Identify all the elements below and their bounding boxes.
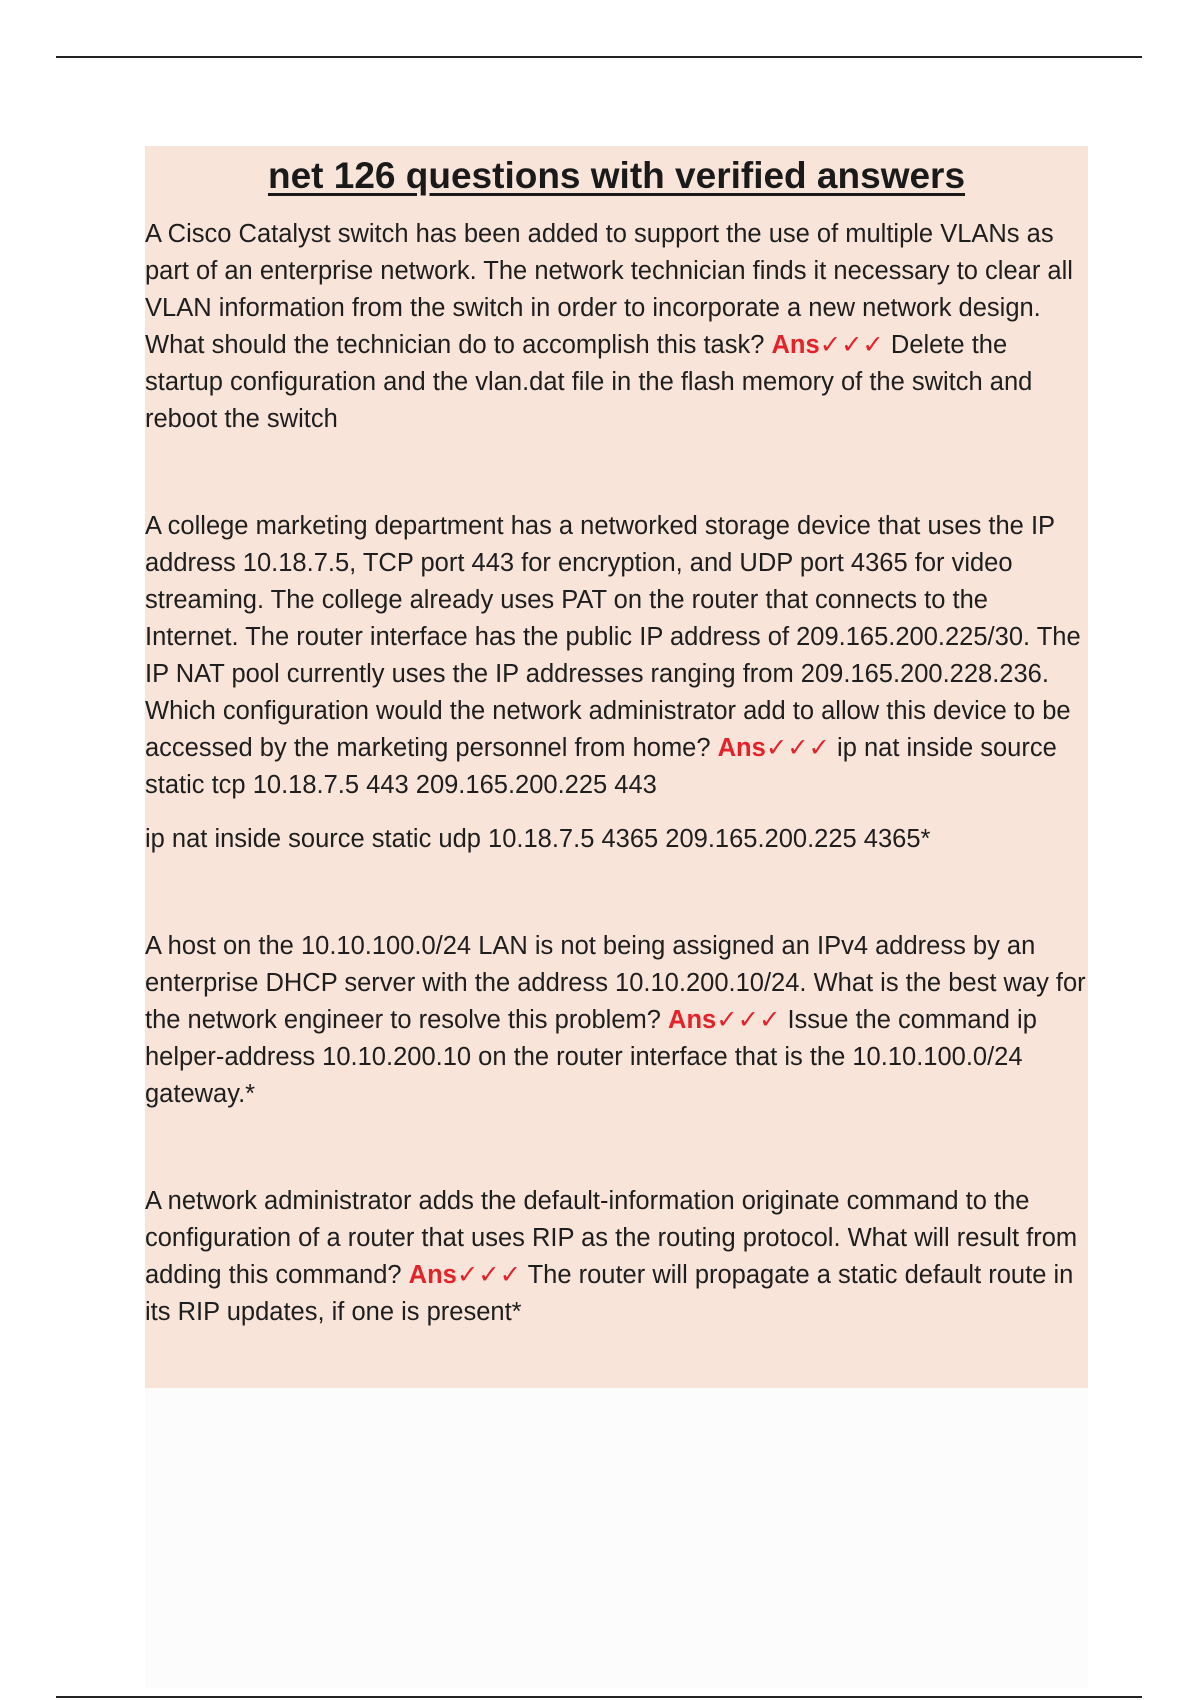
footer-rule (56, 1696, 1142, 1698)
blank-area (145, 1388, 1088, 1688)
document-body (145, 146, 1088, 1388)
answer-text: Delete the startup configuration and the vlan.dat file in the flash memory of the switch and reboot the switch (145, 331, 1033, 433)
qa-item-2 (145, 508, 1088, 804)
check-marks: ✓✓✓ (456, 1261, 521, 1289)
answer-marker: Ans (771, 331, 820, 359)
question-text: A Cisco Catalyst switch has been added to support the use of multiple VLANs as part of an enterprise network. The network technician finds it necessary to clear all VLAN information from the switch in order to incorporate a new network design. What should the technician do to accomplish this task? (145, 220, 1073, 359)
check-marks: ✓✓✓ (716, 1006, 781, 1034)
question-text: A host on the 10.10.100.0/24 LAN is not being assigned an IPv4 address by an enterprise DHCP server with the address 10.10.200.10/24. What is the best way for the network engineer to resolve this problem? (145, 932, 1086, 1034)
qa-item-3 (145, 928, 1088, 1113)
answer-marker: Ans (668, 1006, 717, 1034)
question-text: A network administrator adds the default-information originate command to the configuration of a router that uses RIP as the routing protocol. What will result from adding this command? (145, 1187, 1078, 1289)
qa-item-4 (145, 1183, 1088, 1331)
header-rule (56, 56, 1142, 58)
answer-text: Issue the command ip helper-address 10.10.200.10 on the router interface that is the 10.10.100.0/24 gateway.* (145, 1006, 1037, 1108)
page-title: net 126 questions with verified answers (267, 155, 966, 196)
check-marks: ✓✓✓ (819, 331, 884, 359)
question-text: A college marketing department has a networked storage device that uses the IP address 10.18.7.5, TCP port 443 for encryption, and UDP port 4365 for video streaming. The college already uses PAT on the router that connects to the Internet. The router interface has the public IP address of 209.165.200.225/30. The IP NAT pool currently uses the IP addresses ranging from 209.165.200.228.236. Which configuration would the network administrator add to allow this device to be accessed by the marketing personnel from home? (145, 512, 1081, 762)
answer-text: ip nat inside source static tcp 10.18.7.5 443 209.165.200.225 443 (145, 734, 1057, 799)
qa-item-1 (145, 216, 1088, 438)
answer-extra-line: ip nat inside source static udp 10.18.7.5 4365 209.165.200.225 4365* (145, 825, 931, 853)
check-marks: ✓✓✓ (765, 734, 830, 762)
answer-marker: Ans (717, 734, 766, 762)
answer-text: The router will propagate a static default route in its RIP updates, if one is present* (145, 1261, 1074, 1326)
answer-marker: Ans (408, 1261, 457, 1289)
